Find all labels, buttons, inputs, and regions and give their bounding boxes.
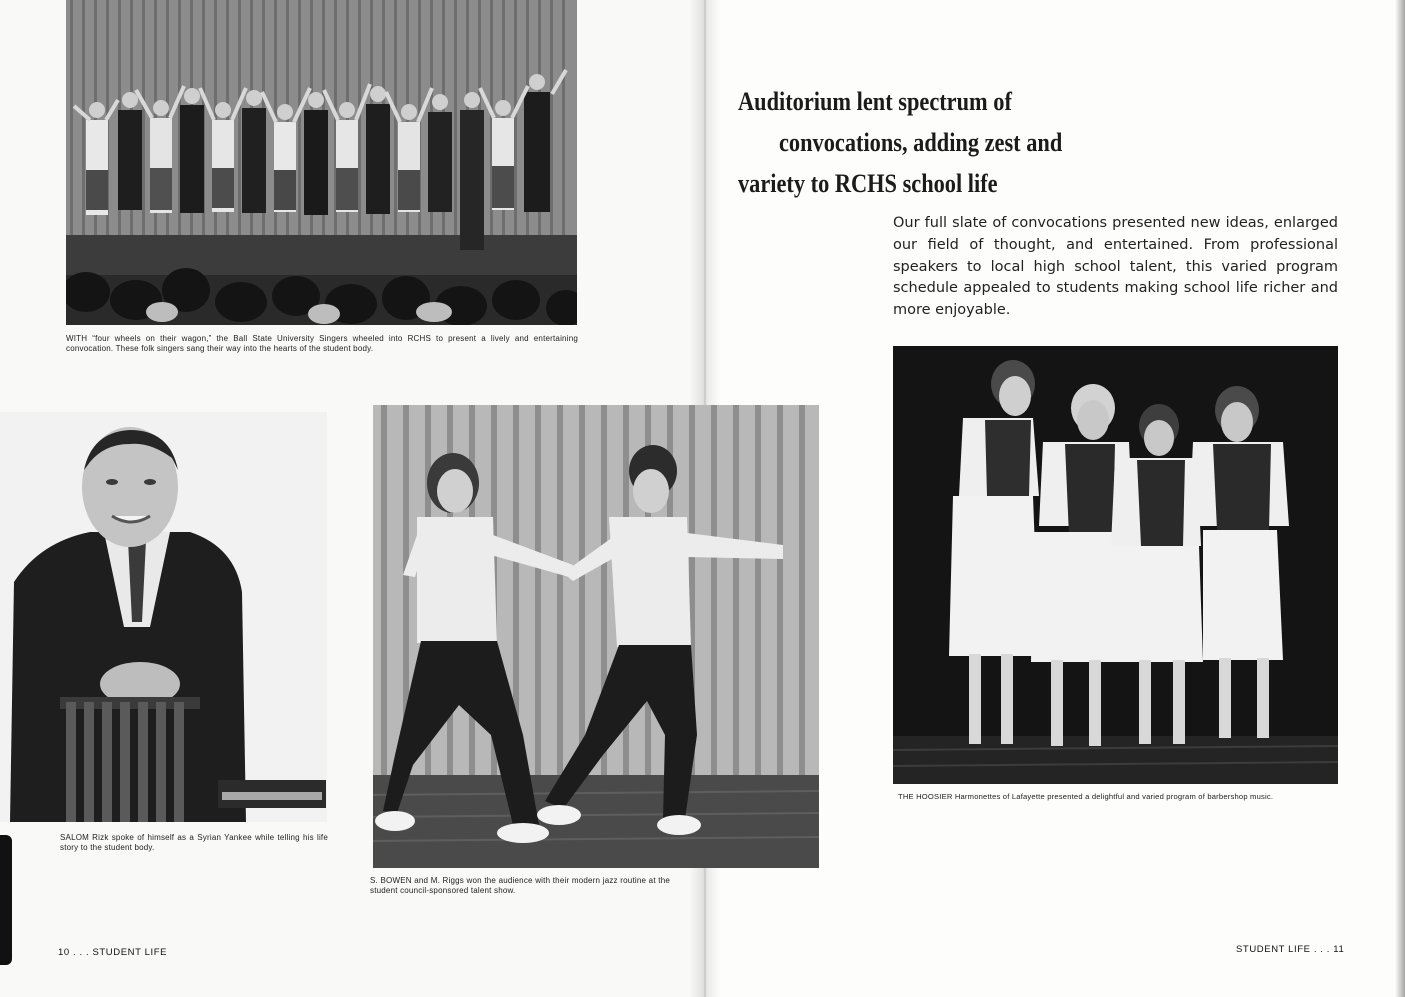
caption-salom-rizk: SALOM Rizk spoke of himself as a Syrian Yankee while telling his life story to the student body. [60,833,328,852]
singers-photo-image [66,0,577,325]
caption-university-singers: WITH “four wheels on their wagon,” the Ball State University Singers wheeled into RCHS to present a lively and entertaining convocation. These folk singers sang their way into the hearts of the student body. [66,334,578,353]
photo-university-singers [66,0,577,325]
rizk-photo-image [0,412,327,822]
headline-line-3: variety to RCHS school life [738,169,998,198]
dancers-photo-image [373,405,819,868]
caption-jazz-dancers: S. BOWEN and M. Riggs won the audience with their modern jazz routine at the student council-sponsored talent show. [370,876,670,895]
photo-salom-rizk [0,412,327,822]
folio-right: STUDENT LIFE . . . 11 [1236,944,1345,955]
photo-jazz-dancers [373,405,819,868]
binding-clip [0,835,12,965]
caption-hoosier-harmonettes: THE HOOSIER Harmonettes of Lafayette presented a delightful and varied program of barbershop music. [898,792,1274,801]
headline-line-2: convocations, adding zest and [779,128,1063,157]
harmonettes-photo-image [893,346,1338,784]
photo-hoosier-harmonettes [893,346,1338,784]
folio-left: 10 . . . STUDENT LIFE [58,947,168,958]
intro-paragraph: Our full slate of convocations presented new ideas, enlarged our field of thought, and entertained. From professional speakers to local high school talent, this varied program schedule appealed to students making school life richer and more enjoyable. [893,215,1338,319]
headline-line-1: Auditorium lent spectrum of [738,87,1012,116]
page-edge-shadow [1395,0,1405,997]
